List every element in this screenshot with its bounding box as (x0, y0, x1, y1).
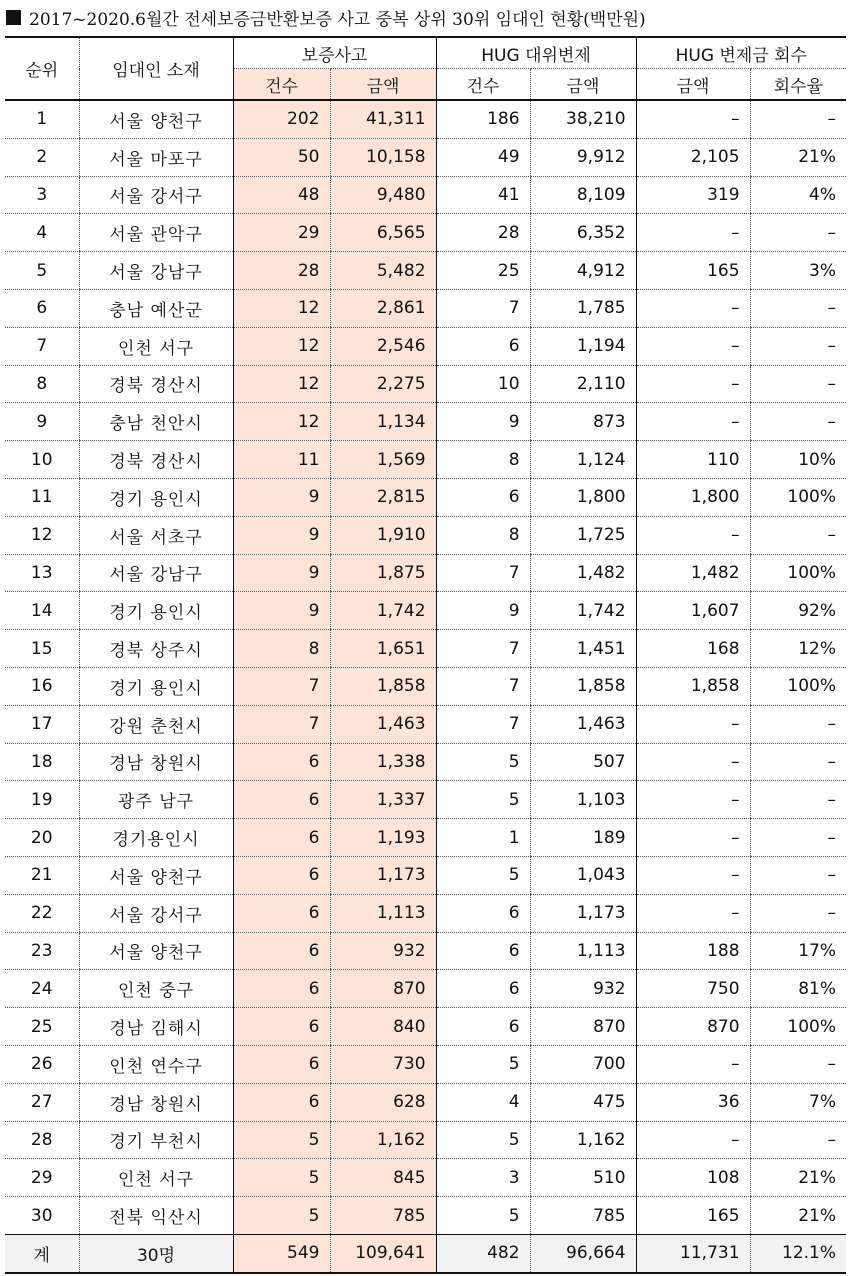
accident-amount-cell: 2,546 (330, 327, 436, 365)
recovery-rate-cell: – (750, 894, 846, 932)
accident-count-cell: 12 (233, 289, 330, 327)
accident-amount-cell: 10,158 (330, 138, 436, 176)
rank-cell: 28 (5, 1121, 79, 1159)
location-cell: 경남 창원시 (79, 1083, 233, 1121)
recovery-rate-cell: – (750, 214, 846, 252)
location-cell: 경남 창원시 (79, 743, 233, 781)
recovery-amount-cell: 165 (636, 1197, 750, 1235)
header-rank: 순위 (5, 37, 79, 100)
accident-amount-cell: 628 (330, 1083, 436, 1121)
rank-cell: 10 (5, 441, 79, 479)
recovery-rate-cell: – (750, 403, 846, 441)
header-accident-count: 건수 (233, 69, 330, 101)
repay-count-cell: 8 (436, 516, 530, 554)
repay-amount-cell: 1,858 (530, 667, 636, 705)
repay-count-cell: 5 (436, 856, 530, 894)
total-accident-count: 549 (233, 1234, 330, 1272)
accident-count-cell: 5 (233, 1121, 330, 1159)
table-row (5, 932, 846, 970)
location-cell: 충남 천안시 (79, 403, 233, 441)
accident-count-cell: 6 (233, 894, 330, 932)
rank-cell: 15 (5, 630, 79, 668)
recovery-rate-cell: 4% (750, 176, 846, 214)
accident-count-cell: 9 (233, 478, 330, 516)
location-cell: 광주 남구 (79, 781, 233, 819)
recovery-amount-cell: – (636, 1045, 750, 1083)
header-repay-amount: 금액 (530, 69, 636, 101)
repay-amount-cell: 1,173 (530, 894, 636, 932)
accident-count-cell: 48 (233, 176, 330, 214)
total-repay-amount: 96,664 (530, 1234, 636, 1272)
repay-amount-cell: 1,463 (530, 705, 636, 743)
repay-count-cell: 6 (436, 894, 530, 932)
accident-amount-cell: 785 (330, 1197, 436, 1235)
repay-amount-cell: 870 (530, 1008, 636, 1046)
header-location: 임대인 소재 (79, 37, 233, 100)
recovery-amount-cell: 108 (636, 1159, 750, 1197)
recovery-amount-cell: 110 (636, 441, 750, 479)
repay-count-cell: 8 (436, 441, 530, 479)
repay-amount-cell: 507 (530, 743, 636, 781)
table-row (5, 667, 846, 705)
total-label: 계 (5, 1234, 79, 1272)
table-row (5, 176, 846, 214)
table-row (5, 516, 846, 554)
rank-cell: 6 (5, 289, 79, 327)
accident-amount-cell: 845 (330, 1159, 436, 1197)
repay-amount-cell: 1,043 (530, 856, 636, 894)
repay-amount-cell: 1,162 (530, 1121, 636, 1159)
header-recovery-rate: 회수율 (750, 69, 846, 101)
table-row (5, 856, 846, 894)
total-repay-count: 482 (436, 1234, 530, 1272)
rank-cell: 22 (5, 894, 79, 932)
repay-amount-cell: 475 (530, 1083, 636, 1121)
accident-amount-cell: 2,861 (330, 289, 436, 327)
repay-amount-cell: 38,210 (530, 100, 636, 138)
repay-amount-cell: 1,482 (530, 554, 636, 592)
repay-amount-cell: 700 (530, 1045, 636, 1083)
rank-cell: 17 (5, 705, 79, 743)
recovery-rate-cell: – (750, 365, 846, 403)
location-cell: 강원 춘천시 (79, 705, 233, 743)
accident-count-cell: 6 (233, 970, 330, 1008)
table-row (5, 630, 846, 668)
accident-count-cell: 7 (233, 667, 330, 705)
recovery-amount-cell: – (636, 516, 750, 554)
recovery-rate-cell: – (750, 516, 846, 554)
table-row (5, 365, 846, 403)
recovery-amount-cell: 750 (636, 970, 750, 1008)
header-recovery-amount: 금액 (636, 69, 750, 101)
location-cell: 서울 마포구 (79, 138, 233, 176)
table-row (5, 1159, 846, 1197)
accident-count-cell: 9 (233, 592, 330, 630)
repay-amount-cell: 1,451 (530, 630, 636, 668)
location-cell: 충남 예산군 (79, 289, 233, 327)
location-cell: 서울 강남구 (79, 252, 233, 290)
table-row (5, 100, 846, 138)
table-row (5, 441, 846, 479)
table-row (5, 214, 846, 252)
recovery-rate-cell: 81% (750, 970, 846, 1008)
recovery-rate-cell: – (750, 705, 846, 743)
accident-amount-cell: 2,815 (330, 478, 436, 516)
table-row (5, 1045, 846, 1083)
repay-count-cell: 7 (436, 667, 530, 705)
repay-count-cell: 5 (436, 1045, 530, 1083)
recovery-amount-cell: – (636, 856, 750, 894)
repay-count-cell: 28 (436, 214, 530, 252)
accident-count-cell: 6 (233, 1008, 330, 1046)
repay-amount-cell: 1,113 (530, 932, 636, 970)
recovery-rate-cell: – (750, 327, 846, 365)
accident-amount-cell: 1,858 (330, 667, 436, 705)
recovery-amount-cell: – (636, 365, 750, 403)
table-row (5, 1008, 846, 1046)
accident-amount-cell: 5,482 (330, 252, 436, 290)
repay-count-cell: 7 (436, 289, 530, 327)
repay-count-cell: 25 (436, 252, 530, 290)
location-cell: 경기 용인시 (79, 478, 233, 516)
recovery-amount-cell: – (636, 327, 750, 365)
recovery-amount-cell: – (636, 1121, 750, 1159)
accident-amount-cell: 1,338 (330, 743, 436, 781)
recovery-rate-cell: 100% (750, 1008, 846, 1046)
recovery-rate-cell: 100% (750, 554, 846, 592)
accident-amount-cell: 1,651 (330, 630, 436, 668)
repay-count-cell: 5 (436, 1197, 530, 1235)
repay-count-cell: 41 (436, 176, 530, 214)
table-row (5, 289, 846, 327)
recovery-rate-cell: – (750, 743, 846, 781)
recovery-rate-cell: – (750, 1045, 846, 1083)
accident-amount-cell: 9,480 (330, 176, 436, 214)
location-cell: 서울 강남구 (79, 554, 233, 592)
recovery-amount-cell: 188 (636, 932, 750, 970)
recovery-rate-cell: 3% (750, 252, 846, 290)
location-cell: 인천 서구 (79, 1159, 233, 1197)
location-cell: 인천 연수구 (79, 1045, 233, 1083)
recovery-rate-cell: 21% (750, 1159, 846, 1197)
header-hug-repay: HUG 대위변제 (436, 37, 636, 69)
location-cell: 서울 양천구 (79, 856, 233, 894)
recovery-rate-cell: – (750, 856, 846, 894)
recovery-rate-cell: – (750, 781, 846, 819)
accident-count-cell: 6 (233, 1045, 330, 1083)
table-row (5, 138, 846, 176)
accident-count-cell: 12 (233, 365, 330, 403)
total-row (5, 1234, 846, 1272)
recovery-amount-cell: – (636, 403, 750, 441)
total-location: 30명 (79, 1234, 233, 1272)
recovery-rate-cell: – (750, 100, 846, 138)
repay-count-cell: 7 (436, 705, 530, 743)
rank-cell: 24 (5, 970, 79, 1008)
repay-amount-cell: 1,742 (530, 592, 636, 630)
table-row (5, 252, 846, 290)
table-row (5, 1197, 846, 1235)
repay-count-cell: 7 (436, 630, 530, 668)
total-recovery-rate: 12.1% (750, 1234, 846, 1272)
location-cell: 경북 상주시 (79, 630, 233, 668)
accident-count-cell: 29 (233, 214, 330, 252)
recovery-rate-cell: 100% (750, 667, 846, 705)
accident-count-cell: 12 (233, 403, 330, 441)
total-accident-amount: 109,641 (330, 1234, 436, 1272)
rank-cell: 16 (5, 667, 79, 705)
accident-count-cell: 50 (233, 138, 330, 176)
location-cell: 경기용인시 (79, 819, 233, 857)
table-row (5, 781, 846, 819)
recovery-amount-cell: 2,105 (636, 138, 750, 176)
document-title (6, 4, 646, 30)
table-row (5, 478, 846, 516)
title-text: 2017~2020.6월간 전세보증금반환보증 사고 중복 상위 30위 임대인 현황(백만원) (29, 9, 646, 30)
location-cell: 서울 양천구 (79, 100, 233, 138)
table-row (5, 1083, 846, 1121)
recovery-amount-cell: 1,482 (636, 554, 750, 592)
table-row (5, 403, 846, 441)
repay-count-cell: 6 (436, 970, 530, 1008)
table-row (5, 705, 846, 743)
location-cell: 인천 서구 (79, 327, 233, 365)
repay-count-cell: 6 (436, 478, 530, 516)
repay-amount-cell: 2,110 (530, 365, 636, 403)
repay-count-cell: 6 (436, 327, 530, 365)
repay-count-cell: 4 (436, 1083, 530, 1121)
header-repay-count: 건수 (436, 69, 530, 101)
location-cell: 경남 김해시 (79, 1008, 233, 1046)
repay-amount-cell: 932 (530, 970, 636, 1008)
accident-count-cell: 6 (233, 743, 330, 781)
repay-amount-cell: 510 (530, 1159, 636, 1197)
accident-count-cell: 6 (233, 781, 330, 819)
accident-amount-cell: 41,311 (330, 100, 436, 138)
recovery-amount-cell: – (636, 289, 750, 327)
header-hug-recovery: HUG 변제금 회수 (636, 37, 846, 69)
location-cell: 서울 관악구 (79, 214, 233, 252)
rank-cell: 30 (5, 1197, 79, 1235)
table-row (5, 970, 846, 1008)
accident-count-cell: 7 (233, 705, 330, 743)
recovery-amount-cell: – (636, 781, 750, 819)
repay-amount-cell: 6,352 (530, 214, 636, 252)
rank-cell: 18 (5, 743, 79, 781)
table-body (5, 100, 846, 1273)
rank-cell: 19 (5, 781, 79, 819)
recovery-amount-cell: – (636, 894, 750, 932)
accident-count-cell: 202 (233, 100, 330, 138)
repay-count-cell: 7 (436, 554, 530, 592)
location-cell: 서울 강서구 (79, 894, 233, 932)
accident-count-cell: 8 (233, 630, 330, 668)
black-square-icon (6, 10, 21, 25)
recovery-amount-cell: – (636, 100, 750, 138)
header-guarantee-accident: 보증사고 (233, 37, 436, 69)
rank-cell: 1 (5, 100, 79, 138)
recovery-rate-cell: 21% (750, 1197, 846, 1235)
table-row (5, 554, 846, 592)
recovery-rate-cell: – (750, 289, 846, 327)
rank-cell: 11 (5, 478, 79, 516)
recovery-amount-cell: – (636, 705, 750, 743)
recovery-amount-cell: 165 (636, 252, 750, 290)
recovery-amount-cell: 1,858 (636, 667, 750, 705)
accident-count-cell: 9 (233, 554, 330, 592)
accident-count-cell: 9 (233, 516, 330, 554)
rank-cell: 5 (5, 252, 79, 290)
recovery-rate-cell: – (750, 819, 846, 857)
repay-count-cell: 9 (436, 592, 530, 630)
accident-count-cell: 11 (233, 441, 330, 479)
repay-count-cell: 186 (436, 100, 530, 138)
recovery-amount-cell: 319 (636, 176, 750, 214)
location-cell: 서울 서초구 (79, 516, 233, 554)
accident-amount-cell: 1,193 (330, 819, 436, 857)
location-cell: 서울 양천구 (79, 932, 233, 970)
accident-amount-cell: 6,565 (330, 214, 436, 252)
repay-amount-cell: 9,912 (530, 138, 636, 176)
rank-cell: 13 (5, 554, 79, 592)
repay-count-cell: 10 (436, 365, 530, 403)
recovery-rate-cell: 17% (750, 932, 846, 970)
recovery-rate-cell: 100% (750, 478, 846, 516)
recovery-rate-cell: 92% (750, 592, 846, 630)
location-cell: 인천 중구 (79, 970, 233, 1008)
repay-count-cell: 5 (436, 743, 530, 781)
table-row (5, 592, 846, 630)
repay-count-cell: 9 (436, 403, 530, 441)
repay-count-cell: 3 (436, 1159, 530, 1197)
recovery-amount-cell: – (636, 743, 750, 781)
accident-amount-cell: 1,742 (330, 592, 436, 630)
repay-amount-cell: 785 (530, 1197, 636, 1235)
repay-amount-cell: 873 (530, 403, 636, 441)
total-recovery-amount: 11,731 (636, 1234, 750, 1272)
recovery-amount-cell: 168 (636, 630, 750, 668)
rank-cell: 2 (5, 138, 79, 176)
rank-cell: 7 (5, 327, 79, 365)
repay-amount-cell: 4,912 (530, 252, 636, 290)
rank-cell: 21 (5, 856, 79, 894)
recovery-amount-cell: – (636, 819, 750, 857)
accident-count-cell: 6 (233, 1083, 330, 1121)
location-cell: 경기 부천시 (79, 1121, 233, 1159)
accident-count-cell: 5 (233, 1159, 330, 1197)
location-cell: 경북 경산시 (79, 441, 233, 479)
recovery-rate-cell: – (750, 1121, 846, 1159)
rank-cell: 29 (5, 1159, 79, 1197)
repay-amount-cell: 1,785 (530, 289, 636, 327)
repay-amount-cell: 189 (530, 819, 636, 857)
repay-count-cell: 5 (436, 781, 530, 819)
repay-amount-cell: 1,194 (530, 327, 636, 365)
accident-count-cell: 28 (233, 252, 330, 290)
rank-cell: 4 (5, 214, 79, 252)
location-cell: 경기 용인시 (79, 592, 233, 630)
accident-amount-cell: 1,569 (330, 441, 436, 479)
rank-cell: 26 (5, 1045, 79, 1083)
table-row (5, 327, 846, 365)
rank-cell: 9 (5, 403, 79, 441)
location-cell: 서울 강서구 (79, 176, 233, 214)
rank-cell: 20 (5, 819, 79, 857)
recovery-amount-cell: 36 (636, 1083, 750, 1121)
rank-cell: 23 (5, 932, 79, 970)
repay-amount-cell: 8,109 (530, 176, 636, 214)
landlord-accident-table (5, 36, 846, 1274)
accident-count-cell: 6 (233, 856, 330, 894)
accident-amount-cell: 1,337 (330, 781, 436, 819)
table-row (5, 894, 846, 932)
repay-amount-cell: 1,725 (530, 516, 636, 554)
accident-amount-cell: 2,275 (330, 365, 436, 403)
recovery-rate-cell: 12% (750, 630, 846, 668)
repay-count-cell: 5 (436, 1121, 530, 1159)
accident-amount-cell: 730 (330, 1045, 436, 1083)
accident-amount-cell: 1,875 (330, 554, 436, 592)
rank-cell: 14 (5, 592, 79, 630)
rank-cell: 8 (5, 365, 79, 403)
location-cell: 경기 용인시 (79, 667, 233, 705)
location-cell: 전북 익산시 (79, 1197, 233, 1235)
accident-amount-cell: 1,113 (330, 894, 436, 932)
location-cell: 경북 경산시 (79, 365, 233, 403)
repay-count-cell: 1 (436, 819, 530, 857)
recovery-amount-cell: 1,607 (636, 592, 750, 630)
rank-cell: 27 (5, 1083, 79, 1121)
rank-cell: 12 (5, 516, 79, 554)
accident-amount-cell: 870 (330, 970, 436, 1008)
recovery-rate-cell: 21% (750, 138, 846, 176)
accident-amount-cell: 1,162 (330, 1121, 436, 1159)
rank-cell: 25 (5, 1008, 79, 1046)
header-accident-amount: 금액 (330, 69, 436, 101)
repay-count-cell: 6 (436, 1008, 530, 1046)
repay-amount-cell: 1,800 (530, 478, 636, 516)
table-row (5, 743, 846, 781)
accident-amount-cell: 1,173 (330, 856, 436, 894)
recovery-amount-cell: 870 (636, 1008, 750, 1046)
table-row (5, 819, 846, 857)
accident-count-cell: 6 (233, 819, 330, 857)
rank-cell: 3 (5, 176, 79, 214)
recovery-amount-cell: – (636, 214, 750, 252)
accident-amount-cell: 1,910 (330, 516, 436, 554)
recovery-rate-cell: 7% (750, 1083, 846, 1121)
repay-amount-cell: 1,103 (530, 781, 636, 819)
accident-count-cell: 5 (233, 1197, 330, 1235)
recovery-amount-cell: 1,800 (636, 478, 750, 516)
accident-count-cell: 12 (233, 327, 330, 365)
repay-count-cell: 6 (436, 932, 530, 970)
accident-amount-cell: 1,134 (330, 403, 436, 441)
repay-count-cell: 49 (436, 138, 530, 176)
accident-amount-cell: 840 (330, 1008, 436, 1046)
accident-amount-cell: 932 (330, 932, 436, 970)
accident-count-cell: 6 (233, 932, 330, 970)
recovery-rate-cell: 10% (750, 441, 846, 479)
table-row (5, 1121, 846, 1159)
repay-amount-cell: 1,124 (530, 441, 636, 479)
accident-amount-cell: 1,463 (330, 705, 436, 743)
